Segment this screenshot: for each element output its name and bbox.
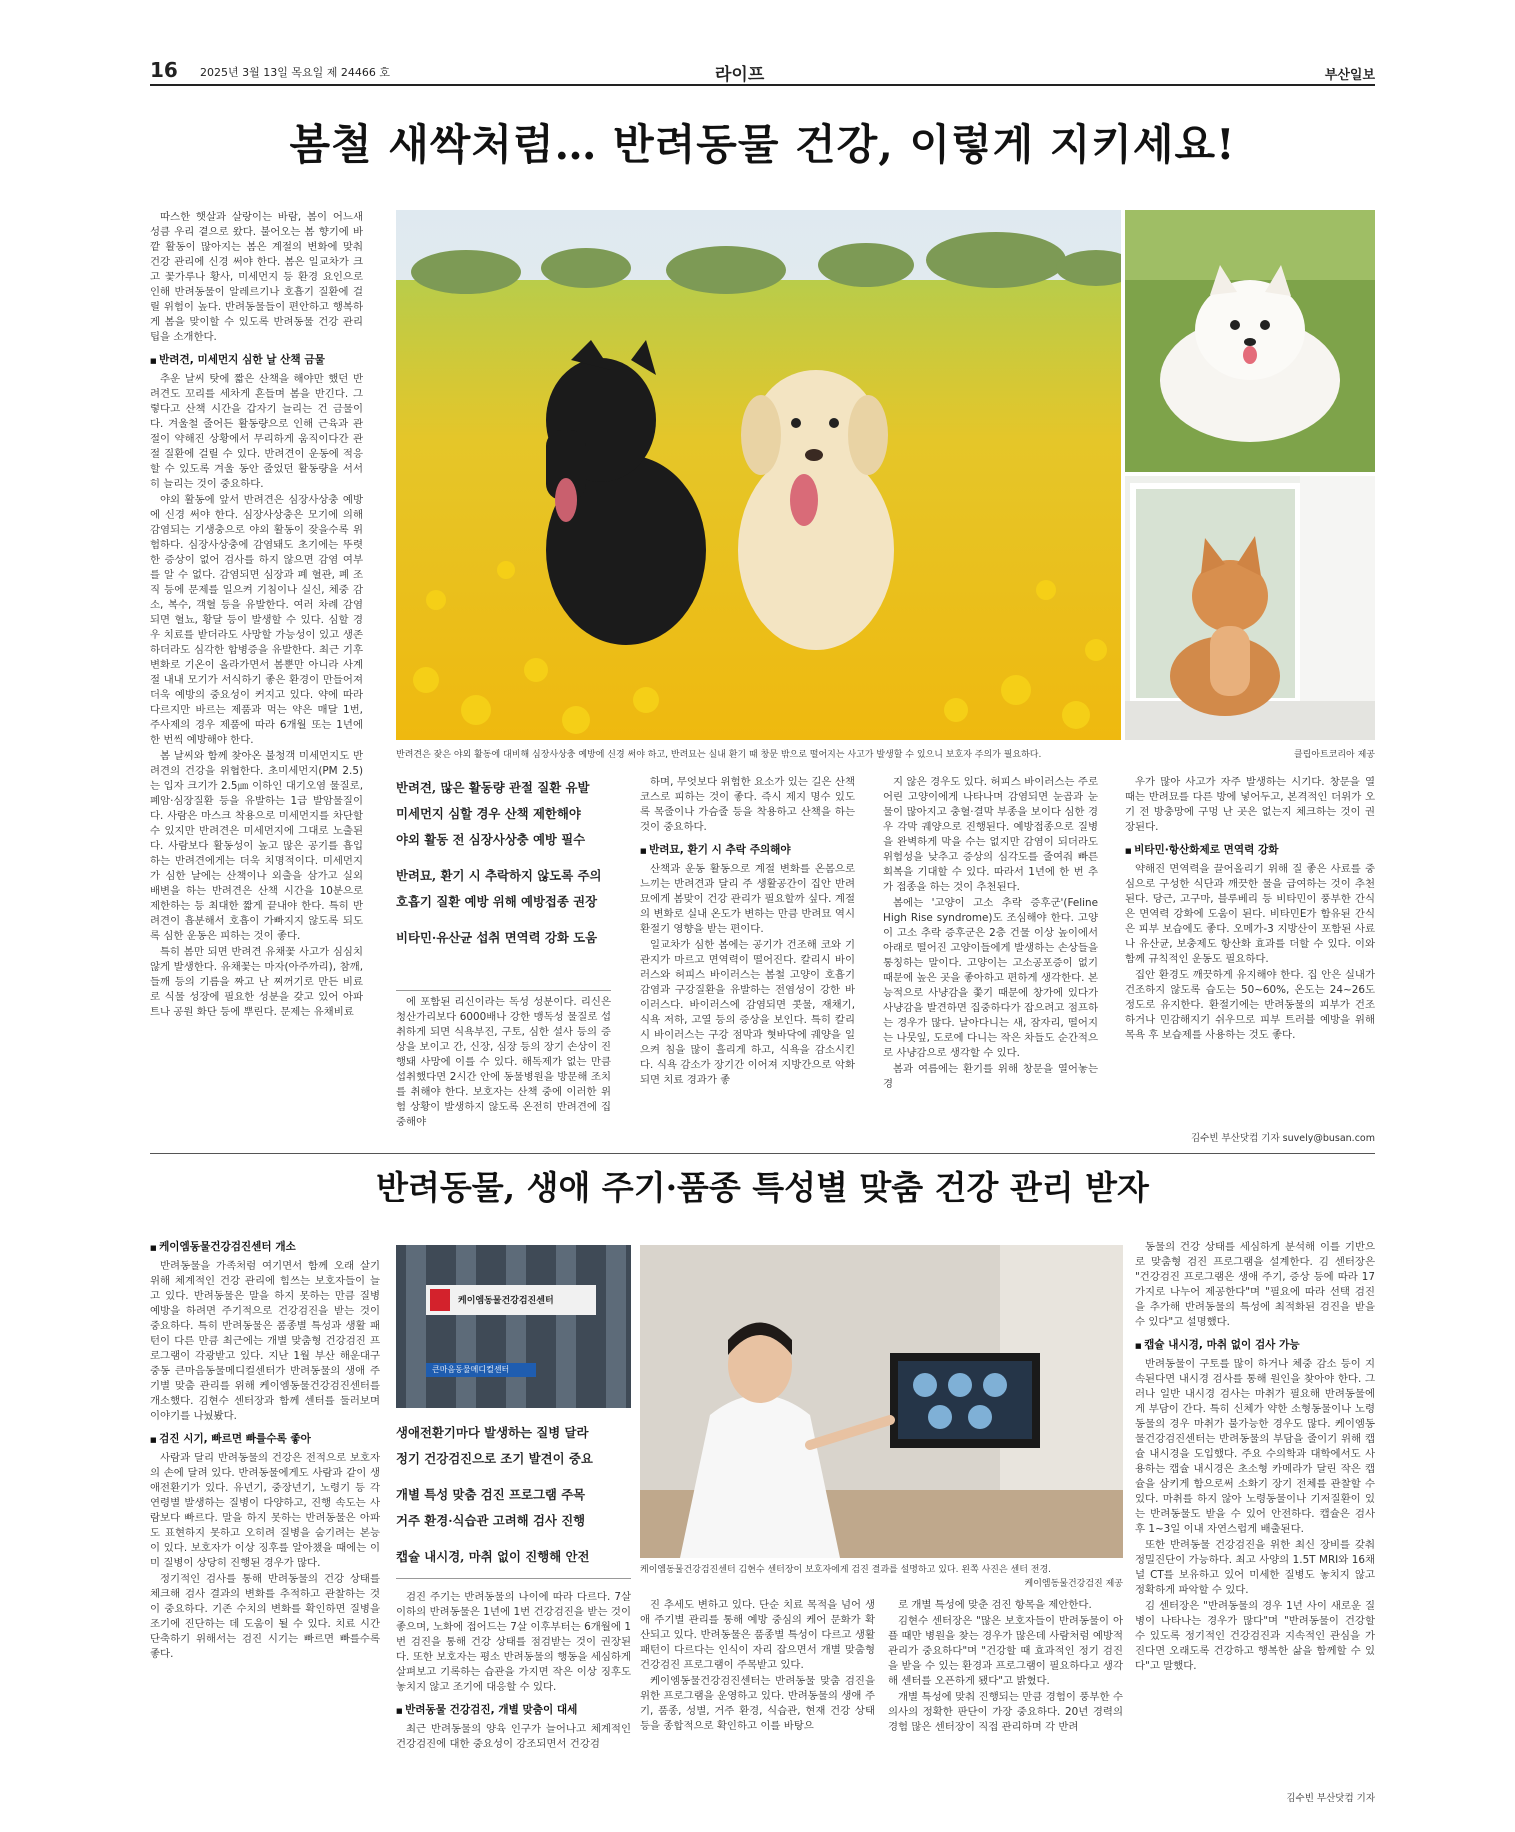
article1-photo-caption: 반려견은 잦은 야외 활동에 대비해 심장사상충 예방에 신경 써야 하고, 반려묘는 실내 환기 때 창문 밖으로 떨어지는 사고가 발생할 수 있으니 보호자 주의가 필요하다. — [396, 750, 1042, 760]
paragraph: 동물의 건강 상태를 세심하게 분석해 이를 기반으로 맞춤형 검진 프로그램을 설계한다. 김 센터장은 "건강검진 프로그램은 생애 주기, 증상 등에 따라 17가지로 나누어 제공한다"며 "필요에 따라 선택 검진을 추가해 반려동물의 특성에 최적화된 검진을 받을 수 있다"고 설명했다. — [1135, 1241, 1375, 1328]
callout-line: 정기 건강검진으로 조기 발견이 중요 — [396, 1451, 593, 1466]
callout-line: 생애전환기마다 발생하는 질병 달라 — [396, 1425, 589, 1440]
callout-line: 반려견, 많은 활동량 관절 질환 유발 — [396, 780, 590, 795]
article1-subhead-2: ■ 반려묘, 환기 시 추락 주의해야 — [640, 843, 855, 859]
article-divider — [150, 1153, 1375, 1154]
article2-kicker: ■ 케이엠동물건강검진센터 개소 — [150, 1240, 380, 1256]
callout-line: 미세먼지 심할 경우 산책 제한해야 — [396, 806, 581, 821]
paragraph: 반려동물을 가족처럼 여기면서 함께 오래 살기 위해 체계적인 건강 관리에 힘쓰는 보호자들이 늘고 있다. 반려동물은 말을 하지 못하는 만큼 질병 예방을 하려면 주기적으로 건강검진을 받는 것이 중요하다. 특히 반려동물은 품종별 특성과 생활 패턴이 다른 만큼 최근에는 개별 맞춤형 건강검진 프로그램이 각광받고 있다. 지난 1월 부산 해운대구 중동 큰마음동물메디컬센터가 반려동물의 생애 주기별 맞춤 관리를 위해 케이엠동물건강검진센터를 개소했다. 김현수 센터장과 함께 센터를 둘러보며 이야기를 나눴봤다. — [150, 1260, 380, 1422]
callout-line: 거주 환경·식습관 고려해 검사 진행 — [396, 1513, 586, 1528]
callout-line: 야외 활동 전 심장사상충 예방 필수 — [396, 832, 586, 847]
center-sign: 케이엠동물건강검진센터 — [458, 1296, 554, 1306]
paragraph: 추운 날씨 탓에 짧은 산책을 해야만 했던 반려견도 꼬리를 세차게 흔들며 봄을 반긴다. 그렇다고 산책 시간을 갑자기 늘리는 건 금물이다. 겨울철 줄어든 활동량으로 인해 근육과 관절이 약해진 상황에서 무리하게 움직이다간 관절 질환에 걸릴 수 있다. 반려견이 운동에 적응할 수 있도록 겨울 동안 줄었던 활동량을 서서히 늘리는 것이 중요하다. — [150, 373, 363, 490]
paragraph: 약해진 면역력을 끌어올리기 위해 질 좋은 사료를 중심으로 구성한 식단과 깨끗한 물을 급여하는 것이 추천된다. 당근, 고구마, 블루베리 등 비타민이 풍부한 간식은 면역력 강화에 도움이 된다. 비타민E가 함유된 간식은 피부 보습에도 좋다. 오메가-3 지방산이 포함된 사료나 유산균, 보충제도 항산화 효과를 더할 수 있다. 이와 함께 규칙적인 운동도 필요하다. — [1125, 863, 1375, 965]
article2-column-2 — [396, 1590, 631, 1805]
doctor-photo — [640, 1245, 1123, 1558]
dogs-in-field-photo — [396, 210, 1121, 740]
paragraph: 반려동물이 구토를 많이 하거나 체중 감소 등이 지속된다면 내시경 검사를 통해 원인을 찾아야 한다. 그러나 일반 내시경 검사는 마취가 필요해 반려동물에게 부담이 간다. 특히 신체가 약한 소형동물이나 노령동물의 경우 마취가 불가능한 경우도 많다. 케이엠동물건강검진센터는 반려동물의 부담을 줄이기 위해 캡슐 내시경을 도입했다. 주요 수의학과 대학에서도 사용하는 캡슐 내시경은 초소형 카메라가 달린 작은 캡슐을 삼키게 함으로써 소화기 장기 전체를 관찰할 수 있다. 마취를 하지 않아 노령동물이나 기저질환이 있는 반려동물도 받을 수 있어 안전하다. 캡슐은 검사 후 1~3일 이내 자연스럽게 배출된다. — [1135, 1358, 1375, 1535]
dogs-illustration — [396, 210, 1121, 740]
paragraph: 정기적인 검사를 통해 반려동물의 건강 상태를 체크해 검사 결과의 변화를 추적하고 관찰하는 것이 중요하다. 기존 수치의 변화를 확인하면 질병을 조기에 진단하는 데 도움이 될 수 있다. 치료 시간 단축하기 위해서는 검진 시기는 빠르면 빠를수록 좋다. — [150, 1573, 380, 1660]
paragraph: 집안 환경도 깨끗하게 유지해야 한다. 집 안은 실내가 건조하지 않도록 습도는 50~60%, 온도는 24~26도 정도로 유지한다. 환절기에는 반려동물의 피부가 건조하거나 민감해지기 쉬우므로 피부 트러블 예방을 위해 목욕 후 보습제를 사용하는 것도 좋다. — [1125, 969, 1375, 1041]
article2-column-1 — [150, 1240, 380, 1805]
paragraph: 로 개별 특성에 맞춘 검진 항목을 제안한다. — [898, 1599, 1092, 1611]
paragraph: 사람과 달리 반려동물의 건강은 전적으로 보호자의 손에 달려 있다. 반려동물에게도 사람과 같이 생애전환기가 있다. 유년기, 중장년기, 노령기 등 각 연령별 발생하는 질병이 다양하고, 진행 속도는 사람보다 빠르다. 말을 하지 못하는 반려동물은 아파도 표현하지 못하고 오히려 질병을 숨기려는 본능이 있다. 보호자가 이상 징후를 알아챘을 때에는 이미 질병이 상당히 진행된 경우가 많다. — [150, 1452, 380, 1569]
issue-date: 2025년 3월 13일 목요일 제 24466 호 — [200, 66, 390, 79]
article2-subhead-1: ■ 검진 시기, 빠르면 빠를수록 좋아 — [150, 1432, 380, 1448]
paragraph: 지 않은 경우도 있다. 허피스 바이러스는 주로 어린 고양이에게 나타나며 감염되면 눈곱과 눈물이 많아지고 충혈·결막 부종을 보이다 심한 경우 각막 궤양으로 진행된다. 예방접종으로 질병을 완벽하게 막을 수는 없지만 감염이 되더라도 위험성을 낮추고 증상의 심각도를 줄여줘 빠른 회복을 기대할 수 있다. 따라서 1년에 한 번 추가 접종을 하는 것이 추천된다. — [883, 776, 1098, 893]
paragraph: 우가 많아 사고가 자주 발생하는 시기다. 창문을 열 때는 반려묘를 다른 방에 넣어두고, 본격적인 더위가 오기 전 방충망에 구멍 난 곳은 없는지 체크하는 것이 권장된다. — [1125, 776, 1375, 833]
callout-line: 호흡기 질환 예방 위해 예방접종 권장 — [396, 894, 598, 909]
paragraph: 야외 활동에 앞서 반려견은 심장사상충 예방에 신경 써야 한다. 심장사상충은 모기에 의해 감염되는 기생충으로 야외 활동이 잦을수록 위험하다. 심장사상충에 감염돼도 초기에는 뚜렷한 증상이 없어 검사를 하지 않으면 감염 여부를 알 수 없다. 감염되면 심장과 폐 혈관, 폐 조직 등에 문제를 일으켜 기침이나 실신, 체중 감소, 복수, 객혈 등을 유발한다. 여러 차례 감염되면 혈뇨, 황달 등이 발생할 수 있다. 심할 경우 치료를 받더라도 사망할 가능성이 있고 생존하더라도 심각한 합병증을 유발한다. 최근 기후변화로 기온이 올라가면서 봄뿐만 아니라 사계절 내내 모기가 서식하기 좋은 환경이 만들어져 더욱 예방의 중요성이 커지고 있다. 약에 따라 다르지만 바르는 제품과 먹는 약은 매달 1번, 주사제의 경우 제품에 따라 6개월 또는 1년에 한 번씩 예방해야 한다. — [150, 494, 363, 746]
paragraph: 개별 특성에 맞춰 진행되는 만큼 경험이 풍부한 수의사의 정확한 판단이 가장 중요하다. 20년 경력의 경험 많은 센터장이 직접 관리하며 각 반려 — [888, 1691, 1123, 1733]
paragraph: 하며, 무엇보다 위험한 요소가 있는 길은 산책 코스로 피하는 것이 좋다. 즉시 제지 명수 있도록 목줄이나 가슴줄 등을 착용하고 산책을 하는 것이 중요하다. — [640, 776, 855, 833]
cat-illustration — [1125, 476, 1375, 740]
article2-headline: 반려동물, 생애 주기·품종 특성별 맞춤 건강 관리 받자 — [376, 1168, 1149, 1207]
paragraph: 일교차가 심한 봄에는 공기가 건조해 코와 기관지가 마르고 면역력이 떨어진다. 칼리시 바이러스와 허피스 바이러스는 봄철 고양이 호흡기 감염과 구강질환을 유발하는 전염성이 강한 바이러스다. 바이러스에 감염되면 콧물, 재채기, 식욕 저하, 고열 등의 증상을 보인다. 특히 칼리시 바이러스는 구강 점막과 혓바닥에 궤양을 일으켜 침을 많이 흘리게 하고, 식욕을 감소시킨다. 식욕 감소가 장기간 이어져 지방간으로 악화되면 치료 경과가 좋 — [640, 939, 855, 1086]
callout-line: 반려묘, 환기 시 추락하지 않도록 주의 — [396, 868, 602, 883]
callout-line: 캡슐 내시경, 마취 없이 진행해 안전 — [396, 1549, 590, 1564]
article1-photo-credit: 클립아트코리아 제공 — [1293, 750, 1375, 760]
article2-byline: 김수빈 부산닷컴 기자 — [1286, 1793, 1375, 1804]
article1-column-3 — [640, 775, 855, 1145]
paragraph: 케이엠동물건강검진센터는 반려동물 맞춤 검진을 위한 프로그램을 운영하고 있다. 반려동물의 생애 주기, 품종, 성별, 거주 환경, 식습관, 현재 건강 상태 등을 종합적으로 확인하고 이를 바탕으 — [640, 1675, 875, 1732]
spitz-photo — [1125, 210, 1375, 472]
paragraph: 김현수 센터장은 "많은 보호자들이 반려동물이 아플 때만 병원을 찾는 경우가 많은데 사람처럼 예방적 관리가 중요하다"며 "건강할 때 효과적인 정기 검진을 받을 수 있는 환경과 프로그램이 필요하다고 생각해 센터를 오픈하게 됐다"고 밝혔다. — [888, 1615, 1123, 1687]
article1-byline: 김수빈 부산닷컴 기자 suvely@busan.com — [1190, 1133, 1375, 1144]
article1-column-4 — [883, 775, 1098, 1145]
newspaper-name: 부산일보 — [1324, 68, 1375, 83]
paragraph: 진 추세도 변하고 있다. 단순 치료 목적을 넘어 생애 주기별 관리를 통해 예방 중심의 케어 문화가 확산되고 있다. 반려동물은 품종별 특성이 다르고 생활 패턴이 다르다는 인식이 자리 잡으면서 개별 맞춤형 건강검진 프로그램이 주목받고 있다. — [640, 1599, 875, 1671]
article2-subhead-2: ■ 반려동물 건강검진, 개별 맞춤이 대세 — [396, 1703, 631, 1719]
callout-divider — [396, 990, 611, 991]
building-illustration — [396, 1245, 631, 1408]
article2-column-3 — [640, 1598, 875, 1805]
article1-column-5 — [1125, 775, 1375, 1130]
hospital-sign: 큰마음동물메디컬센터 — [432, 1365, 510, 1374]
article1-subhead-3: ■ 비타민·항산화제로 면역력 강화 — [1125, 843, 1375, 859]
paragraph: 특히 봄만 되면 반려견 유채꽃 사고가 심심치 않게 발생한다. 유채꽃는 마자(아주까리), 참깨, 들깨 등의 기름을 짜고 난 찌꺼기로 만든 비료로 식물 성장에 필요한 성분을 갖고 있어 아파트나 공원 화단 등에 뿌린다. 문제는 유채비료 — [150, 946, 363, 1018]
paragraph: 봄 날씨와 함께 찾아온 불청객 미세먼지도 반려견의 건강을 위협한다. 초미세먼지(PM 2.5)는 입자 크기가 2.5㎛ 이하인 대기오염 물질로, 폐암·심장질환 등을 유발하는 1급 발암물질이다. 사람은 마스크 착용으로 미세먼지를 차단할 수 있지만 반려견은 미세먼지에 그대로 노출된다. 사람보다 활동성이 높고 많은 공기를 흡입하는 반려견에게는 더욱 치명적이다. 미세먼지가 심한 날에는 산책이나 외출을 삼가고 실외 배변을 하는 반려견은 산책 시간을 10분으로 제한하는 등 최대한 짧게 끝내야 한다. 특히 반려견이 흡분해서 호흡이 가빠지지 않도록 되도록 심한 운동은 피하는 것이 좋다. — [150, 750, 363, 942]
article1-subhead-1: ■ 반려견, 미세먼지 심한 날 산책 금물 — [150, 353, 363, 369]
paragraph: 산책과 운동 활동으로 계절 변화를 온몸으로 느끼는 반려견과 달리 주 생활공간이 집안 반려묘에게 봄맞이 건강 관리가 필요할까 싶다. 계절의 변화로 실내 온도가 변하는 만큼 반려묘 역시 환절기 영향을 받는 편이다. — [640, 863, 855, 935]
article2-subhead-3: ■ 캡슐 내시경, 마취 없이 검사 가능 — [1135, 1338, 1375, 1354]
article1-intro: 따스한 햇살과 살랑이는 바람, 봄이 어느새 성큼 우리 곁으로 왔다. 불어오는 봄 향기에 바깥 활동이 많아지는 봄은 계절의 변화에 맞춰 건강 관리에 신경 써야 한다. 봄은 일교차가 크고 꽃가루나 황사, 미세먼지 등 환경 요인으로 인해 반려동물이 알레르기나 호흡기 질환에 걸릴 위험이 높다. 반려동물들이 편안하고 행복하게 봄을 맞이할 수 있도록 반려동물 건강 관리 팁을 소개한다. — [150, 211, 363, 343]
paragraph: 봄에는 '고양이 고소 추락 증후군'(Feline High Rise syndrome)도 조심해야 한다. 고양이 고소 추락 증후군은 2층 건물 이상 높이에서 아래로 떨어진 고양이들에게 발생하는 손상들을 통칭하는 말이다. 고양이는 고소공포증이 없기 때문에 높은 곳을 좋아하고 편하게 생각한다. 본능적으로 사냥감을 쫓기 때문에 창가에 있다가 사냥감을 발견하면 집중하다가 잡으려고 점프하는 경우가 많다. 날아다니는 새, 잠자리, 떨어지는 나뭇잎, 도로에 다니는 작은 차들도 순간적으로 사냥감으로 생각할 수 있다. — [883, 897, 1098, 1059]
callout-divider — [396, 1578, 631, 1579]
paragraph: 봄과 여름에는 환기를 위해 창문을 열어놓는 경 — [883, 1063, 1098, 1090]
section-name: 라이프 — [715, 65, 765, 85]
article1-callout — [396, 775, 611, 951]
article2-photo-caption: 케이엠동물건강검진센터 김현수 센터장이 보호자에게 검진 결과를 설명하고 있다. 왼쪽 사진은 센터 전경. — [640, 1565, 1052, 1575]
article2-photo-credit: 케이엠동물건강검진 제공 — [1024, 1579, 1123, 1589]
article1-headline: 봄철 새싹처럼… 반려동물 건강, 이렇게 지키세요! — [289, 120, 1236, 169]
article1-column-2 — [396, 995, 611, 1145]
paragraph: 또한 반려동물 건강검진을 위한 최신 장비를 갖춰 정밀진단이 가능하다. 최고 사양의 1.5T MRI와 16채널 CT를 보유하고 있어 미세한 질병도 놓치지 않고 정확하게 파악할 수 있다. — [1135, 1539, 1375, 1596]
article2-column-5 — [1135, 1240, 1375, 1788]
page-number: 16 — [150, 58, 178, 82]
center-building-photo — [396, 1245, 631, 1408]
callout-line: 개별 특성 맞춤 검진 프로그램 주목 — [396, 1487, 586, 1502]
article1-column-1 — [150, 210, 363, 1145]
paragraph: 검진 주기는 반려동물의 나이에 따라 다르다. 7살 이하의 반려동물은 1년에 1번 건강검진을 받는 것이 좋으며, 노화에 접어드는 7살 이후부터는 6개월에 1번 검진을 통해 건강 상태를 점검받는 것이 권장된다. 또한 보호자는 평소 반려동물의 행동을 세심하게 살펴보고 기록하는 습관을 가지면 작은 이상 징후도 놓치지 않고 조기에 대응할 수 있다. — [396, 1591, 631, 1693]
article2-column-4 — [888, 1598, 1123, 1805]
paragraph: 김 센터장은 "반려동물의 경우 1년 사이 새로운 질병이 나타나는 경우가 많다"며 "반려동물이 건강할 수 있도록 정기적인 건강검진과 지속적인 관심을 가진다면 오래도록 건강하고 행복한 삶을 함께할 수 있다"고 말했다. — [1135, 1600, 1375, 1672]
masthead — [150, 58, 1375, 86]
article2-callout — [396, 1420, 631, 1570]
callout-line: 비타민·유산균 섭취 면역력 강화 도움 — [396, 930, 598, 945]
cat-photo — [1125, 476, 1375, 740]
paragraph: 최근 반려동물의 양육 인구가 늘어나고 체계적인 건강검진에 대한 중요성이 강조되면서 건강검 — [396, 1723, 631, 1750]
doctor-illustration — [640, 1245, 1123, 1558]
spitz-illustration — [1125, 210, 1375, 472]
paragraph: 에 포함된 리신이라는 독성 성분이다. 리신은 청산가리보다 6000배나 강한 맹독성 물질로 섭취하게 되면 식욕부진, 구토, 심한 설사 등의 증상을 보이고 간, 신장, 심장 등의 장기 손상이 진행돼 사망에 이를 수 있다. 해독제가 없는 만큼 섭취했다면 2시간 안에 동물병원을 방문해 조치를 취해야 한다. 보호자는 산책 중에 이러한 위험 상황이 발생하지 않도록 온전히 반려견에 집중해야 — [396, 996, 611, 1128]
